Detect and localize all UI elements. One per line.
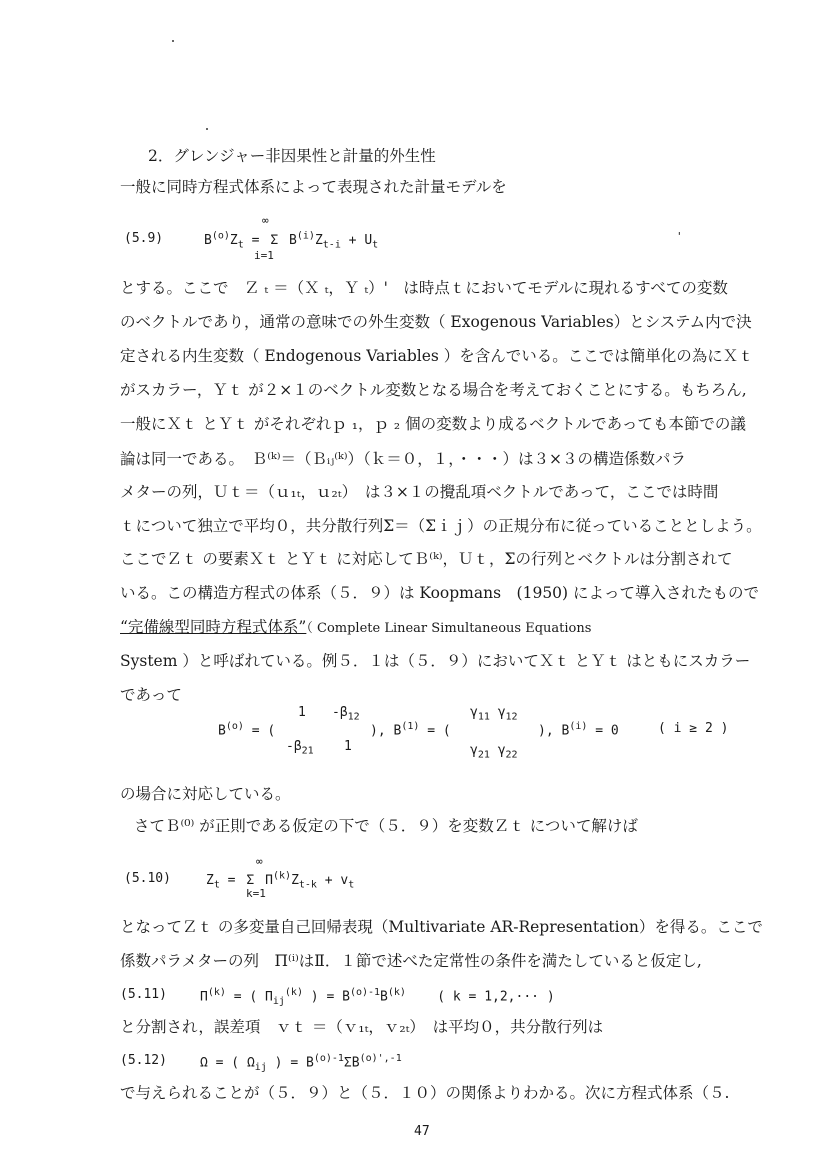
text-line: System ）と呼ばれている。例５．１は（５．９）においてＸｔ とＹｔ はともにスカラー xyxy=(120,652,751,670)
scan-speck xyxy=(206,128,208,130)
text-line: のベクトルであり，通常の意味での外生変数（ Exogenous Variables）とシステム内で決 xyxy=(120,313,752,331)
text-line: メターの列，Ｕｔ＝（ｕ₁ₜ，ｕ₂ₜ） は３×１の攪乱項ベクトルであって，ここでは時間 xyxy=(120,483,719,501)
text-line: いる。この構造方程式の体系（５．９）は Koopmans (1950) によって導入されたもので xyxy=(120,584,760,602)
equation-number: (5.10) xyxy=(124,871,171,886)
text-line: 論は同一である。 Ｂ⁽ᵏ⁾＝（Ｂᵢⱼ⁽ᵏ⁾）（ｋ＝０，１，・・・）は３×３の構造係数パラ xyxy=(120,450,686,468)
tick-mark: ' xyxy=(676,230,683,243)
text-line: 一般に同時方程式体系によって表現された計量モデルを xyxy=(120,178,507,196)
text-fragment: （ Complete Linear Simultaneous Equations xyxy=(306,621,592,636)
equation-number: (5.12) xyxy=(120,1053,167,1068)
sum-upper-limit: ∞ xyxy=(262,214,269,227)
text-line: で与えられることが（５．９）と（５．１０）の関係よりわかる。次に方程式体系（５. xyxy=(120,1084,730,1102)
text-line: 係数パラメターの列 Π⁽ⁱ⁾はⅡ．１節で述べた定常性の条件を満たしていると仮定し, xyxy=(120,952,702,970)
text-line: ｔについて独立で平均０，共分散行列Σ＝（Σｉｊ）の正規分布に従っていることとしよう。 xyxy=(120,517,762,535)
equation-5-9: $B^{(o)}Z_t = \Sigma$ $B^{(i)}Z_{t-i} + U_t$ xyxy=(204,231,379,251)
equation-5-10: $Z_t = \Sigma$ $\Pi^{(k)}Z_{t-k} + v_t$ xyxy=(206,871,355,891)
underlined-term: “完備線型同時方程式体系” xyxy=(120,618,307,636)
text-line: となってＺｔ の多変量自己回帰表現（Multivariate AR-Representation）を得る。ここで xyxy=(120,918,763,936)
text-line: 一般にＸｔ とＹｔ がそれぞれｐ ₁，ｐ ₂ 個の変数より成るベクトルであっても本節での議 xyxy=(120,415,746,433)
equation-5-12: Ω = ( $\Omega_{ij}$ ) = $B^{(o)-1}\Sigma B^{(o)',-1}$ xyxy=(200,1053,402,1073)
text-line: 定される内生変数（ Endogenous Variables ）を含んでいる。ここでは簡単化の為にＸｔ xyxy=(120,347,754,365)
sum-lower-limit: k=1 xyxy=(246,887,266,900)
text-line: であって xyxy=(120,686,182,704)
section-heading: 2．グレンジャー非因果性と計量的外生性 xyxy=(148,147,436,165)
text-line: と分割され，誤差項 ｖｔ ＝（ｖ₁ₜ，ｖ₂ₜ） は平均０，共分散行列は xyxy=(120,1018,604,1036)
text-line: がスカラー，Ｙｔ が２×１のベクトル変数となる場合を考えておくことにする。もちろん, xyxy=(120,381,747,399)
equation-number: (5.11) xyxy=(120,987,167,1002)
equation-number: (5.9) xyxy=(124,231,164,246)
text-line: さてＢ⁽⁰⁾ が正則である仮定の下で（５．９）を変数Ｚｔ について解けば xyxy=(134,817,638,835)
text-line: とする。ここで Ｚ ₜ ＝（Ｘ ₜ，Ｙ ₜ）' は時点ｔにおいてモデルに現れるすべての変数 xyxy=(120,279,728,297)
page-number: 47 xyxy=(414,1124,430,1139)
scan-speck xyxy=(172,40,174,42)
text-line: ここでＺｔ の要素Ｘｔ とＹｔ に対応してＢ⁽ᵏ⁾，Ｕｔ，Σの行列とベクトルは分割されて xyxy=(120,550,733,568)
text-line xyxy=(120,617,591,639)
sum-lower-limit: i=1 xyxy=(254,249,274,262)
equation-5-11: $\Pi^{(k)}$ = ( $\Pi_{ij}^{(k)}$ ) = $B^{(o)-1}B^{(k)}$ ( k = 1,2,··· ) xyxy=(200,987,555,1007)
document-page: 2．グレンジャー非因果性と計量的外生性 一般に同時方程式体系によって表現された計量モデルを (5.9) $B^{(o)}Z_t = \Sigma$ $B^{(i)}Z_{t-i} + U_t$ ∞ i=1 ' とする。ここで Ｚ ₜ ＝（Ｘ ₜ，Ｙ ₜ）' は時点ｔにおいてモデルに現れるすべての変数 のベクトルであり，通常の意味での外生変数（ Exogenous Variables）とシステム内で決 定される内生変数（ Endogenous Variables ）を含んでいる。ここでは簡単化の為にＸｔ がスカラー，Ｙｔ が２×１のベクトル変数となる場合を考えておくことにする。もちろん, 一般にＸｔ とＹｔ がそれぞれｐ ₁，ｐ ₂ 個の変数より成るベクトルであっても本節での議 論は同一である。 Ｂ⁽ᵏ⁾＝（Ｂᵢⱼ⁽ᵏ⁾）（ｋ＝０，１，・・・）は３×３の構造係数パラ メターの列，Ｕｔ＝（ｕ₁ₜ，ｕ₂ₜ） は３×１の攪乱項ベクトルであって，ここでは時間 ｔについて独立で平均０，共分散行列Σ＝（Σｉｊ）の正規分布に従っていることとしよう。 ここでＺｔ の要素Ｘｔ とＹｔ に対応してＢ⁽ᵏ⁾，Ｕｔ，Σの行列とベクトルは分割されて いる。この構造方程式の体系（５．９）は Koopmans (1950) によって導入されたもので “完備線型同時方程式体系”（ Complete Linear Simultaneous Equations System ）と呼ばれている。例５．１は（５．９）においてＸｔ とＹｔ はともにスカラー であって $B^{(o)}$ = ( 1 $-\beta_{12}$ $-\beta_{21}$ 1 ), $B^{(1)}$ = ( $\gamma_{11}$ $\gamma_{12}$ $\gamma_{21}$ $\gamma_{22}$ ), $B^{(i)} = 0$ ( i ≥ 2 ) の場合に対応している。 さてＢ⁽⁰⁾ が正則である仮定の下で（５．９）を変数Ｚｔ について解けば (5.10) $Z_t = \Sigma$ $\Pi^{(k)}Z_{t-k} + v_t$ ∞ k=1 となってＺｔ の多変量自己回帰表現（Multivariate AR-Representation）を得る。ここで 係数パラメターの列 Π⁽ⁱ⁾はⅡ．１節で述べた定常性の条件を満たしていると仮定し, (5.11) $\Pi^{(k)}$ = ( $\Pi_{ij}^{(k)}$ ) = $B^{(o)-1}B^{(k)}$ ( k = 1,2,··· ) と分割され，誤差項 ｖｔ ＝（ｖ₁ₜ，ｖ₂ₜ） は平均０，共分散行列は (5.12) Ω = ( $\Omega_{ij}$ ) = $B^{(o)-1}\Sigma B^{(o)',-1}$ で与えられることが（５．９）と（５．１０）の関係よりわかる。次に方程式体系（５. 47 xyxy=(0,0,827,1170)
sum-upper-limit: ∞ xyxy=(256,855,263,868)
text-line: の場合に対応している。 xyxy=(120,785,291,803)
